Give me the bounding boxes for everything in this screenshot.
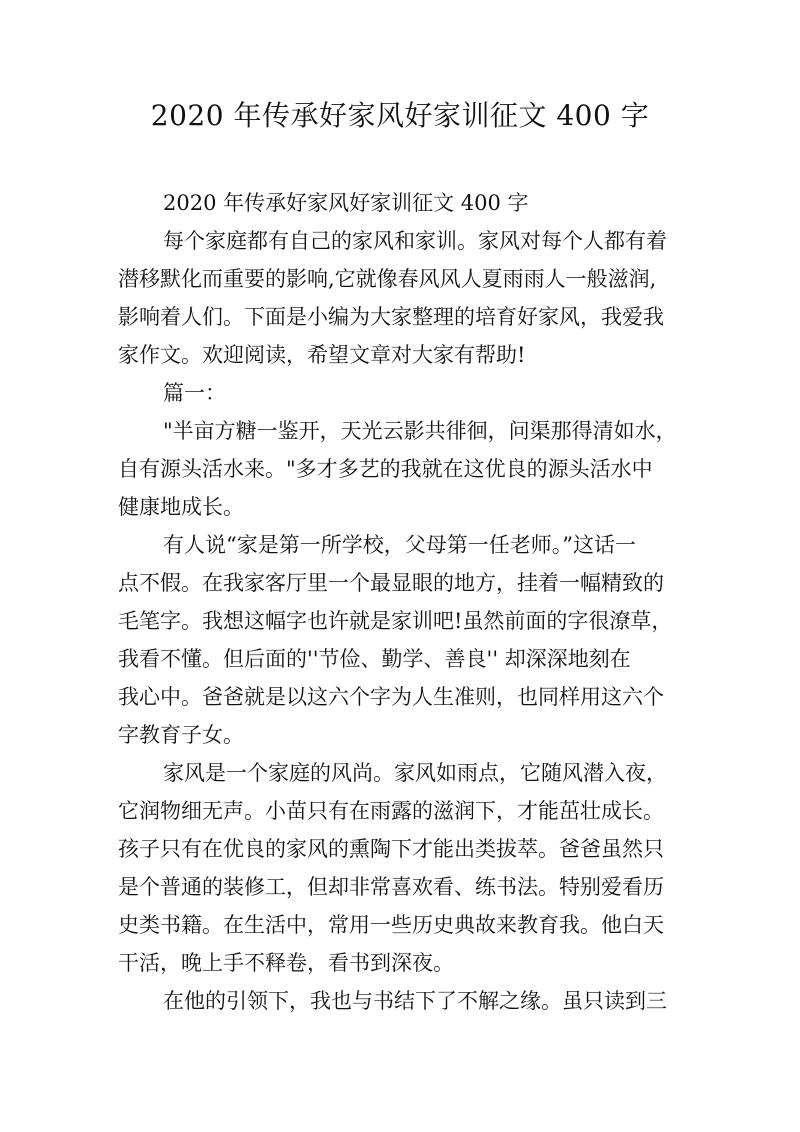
text-line: 毛笔字。我想这幅字也许就是家训吧!虽然前面的字很潦草， [118,609,673,633]
paragraph-family-style [118,754,708,982]
text-line: 史类书籍。在生活中，常用一些历史典故来教育我。他白天 [118,913,664,937]
text-line: "半亩方糖一鉴开，天光云影共徘徊，问渠那得清如水， [163,419,677,443]
document-body [118,184,708,1020]
text-line: 家风是一个家庭的风尚。家风如雨点，它随风潜入夜， [163,761,667,785]
text-line: 点不假。在我家客厅里一个最显眼的地方，挂着一幅精致的 [118,571,664,595]
document-title: 2020 年传承好家风好家训征文 400 字 [150,99,650,132]
paragraph-heading [118,184,708,222]
text-line: 有人说“家是第一所学校，父母第一任老师。”这话一 [163,533,636,557]
text-line: 是个普通的装修工，但却非常喜欢看、练书法。特别爱看历 [118,875,664,899]
text-line: 2020 年传承好家风好家训征文 400 字 [163,191,529,215]
text-line: 我看不懂。但后面的''节俭、勤学、善良'' 却深深地刻在 [118,647,631,671]
text-line: 孩子只有在优良的家风的熏陶下才能出类拔萃。爸爸虽然只 [118,837,664,861]
text-line: 篇一： [163,381,226,405]
text-line: 自有源头活水来。"多才多艺的我就在这优良的源头活水中 [118,457,653,481]
text-line: 字教育子女。 [118,723,244,747]
text-line: 家作文。欢迎阅读，希望文章对大家有帮助! [118,343,526,367]
text-line: 它润物细无声。小苗只有在雨露的滋润下，才能茁壮成长。 [118,799,664,823]
paragraph-section-label [118,374,708,412]
text-line: 影响着人们。下面是小编为大家整理的培育好家风，我爱我 [118,305,664,329]
text-line: 健康地成长。 [118,495,244,519]
paragraph-conclusion [118,982,708,1020]
text-line: 我心中。爸爸就是以这六个字为人生准则，也同样用这六个 [118,685,664,709]
text-line: 每个家庭都有自己的家风和家训。家风对每个人都有着 [163,229,667,253]
paragraph-poem [118,412,708,526]
text-line: 潜移默化而重要的影响,它就像春风风人夏雨雨人一般滋润, [118,267,657,291]
paragraph-family-motto [118,526,708,754]
text-line: 干活，晚上手不释卷，看书到深夜。 [118,951,454,975]
text-line: 在他的引领下，我也与书结下了不解之缘。虽只读到三 [163,989,667,1013]
paragraph-intro [118,222,708,374]
